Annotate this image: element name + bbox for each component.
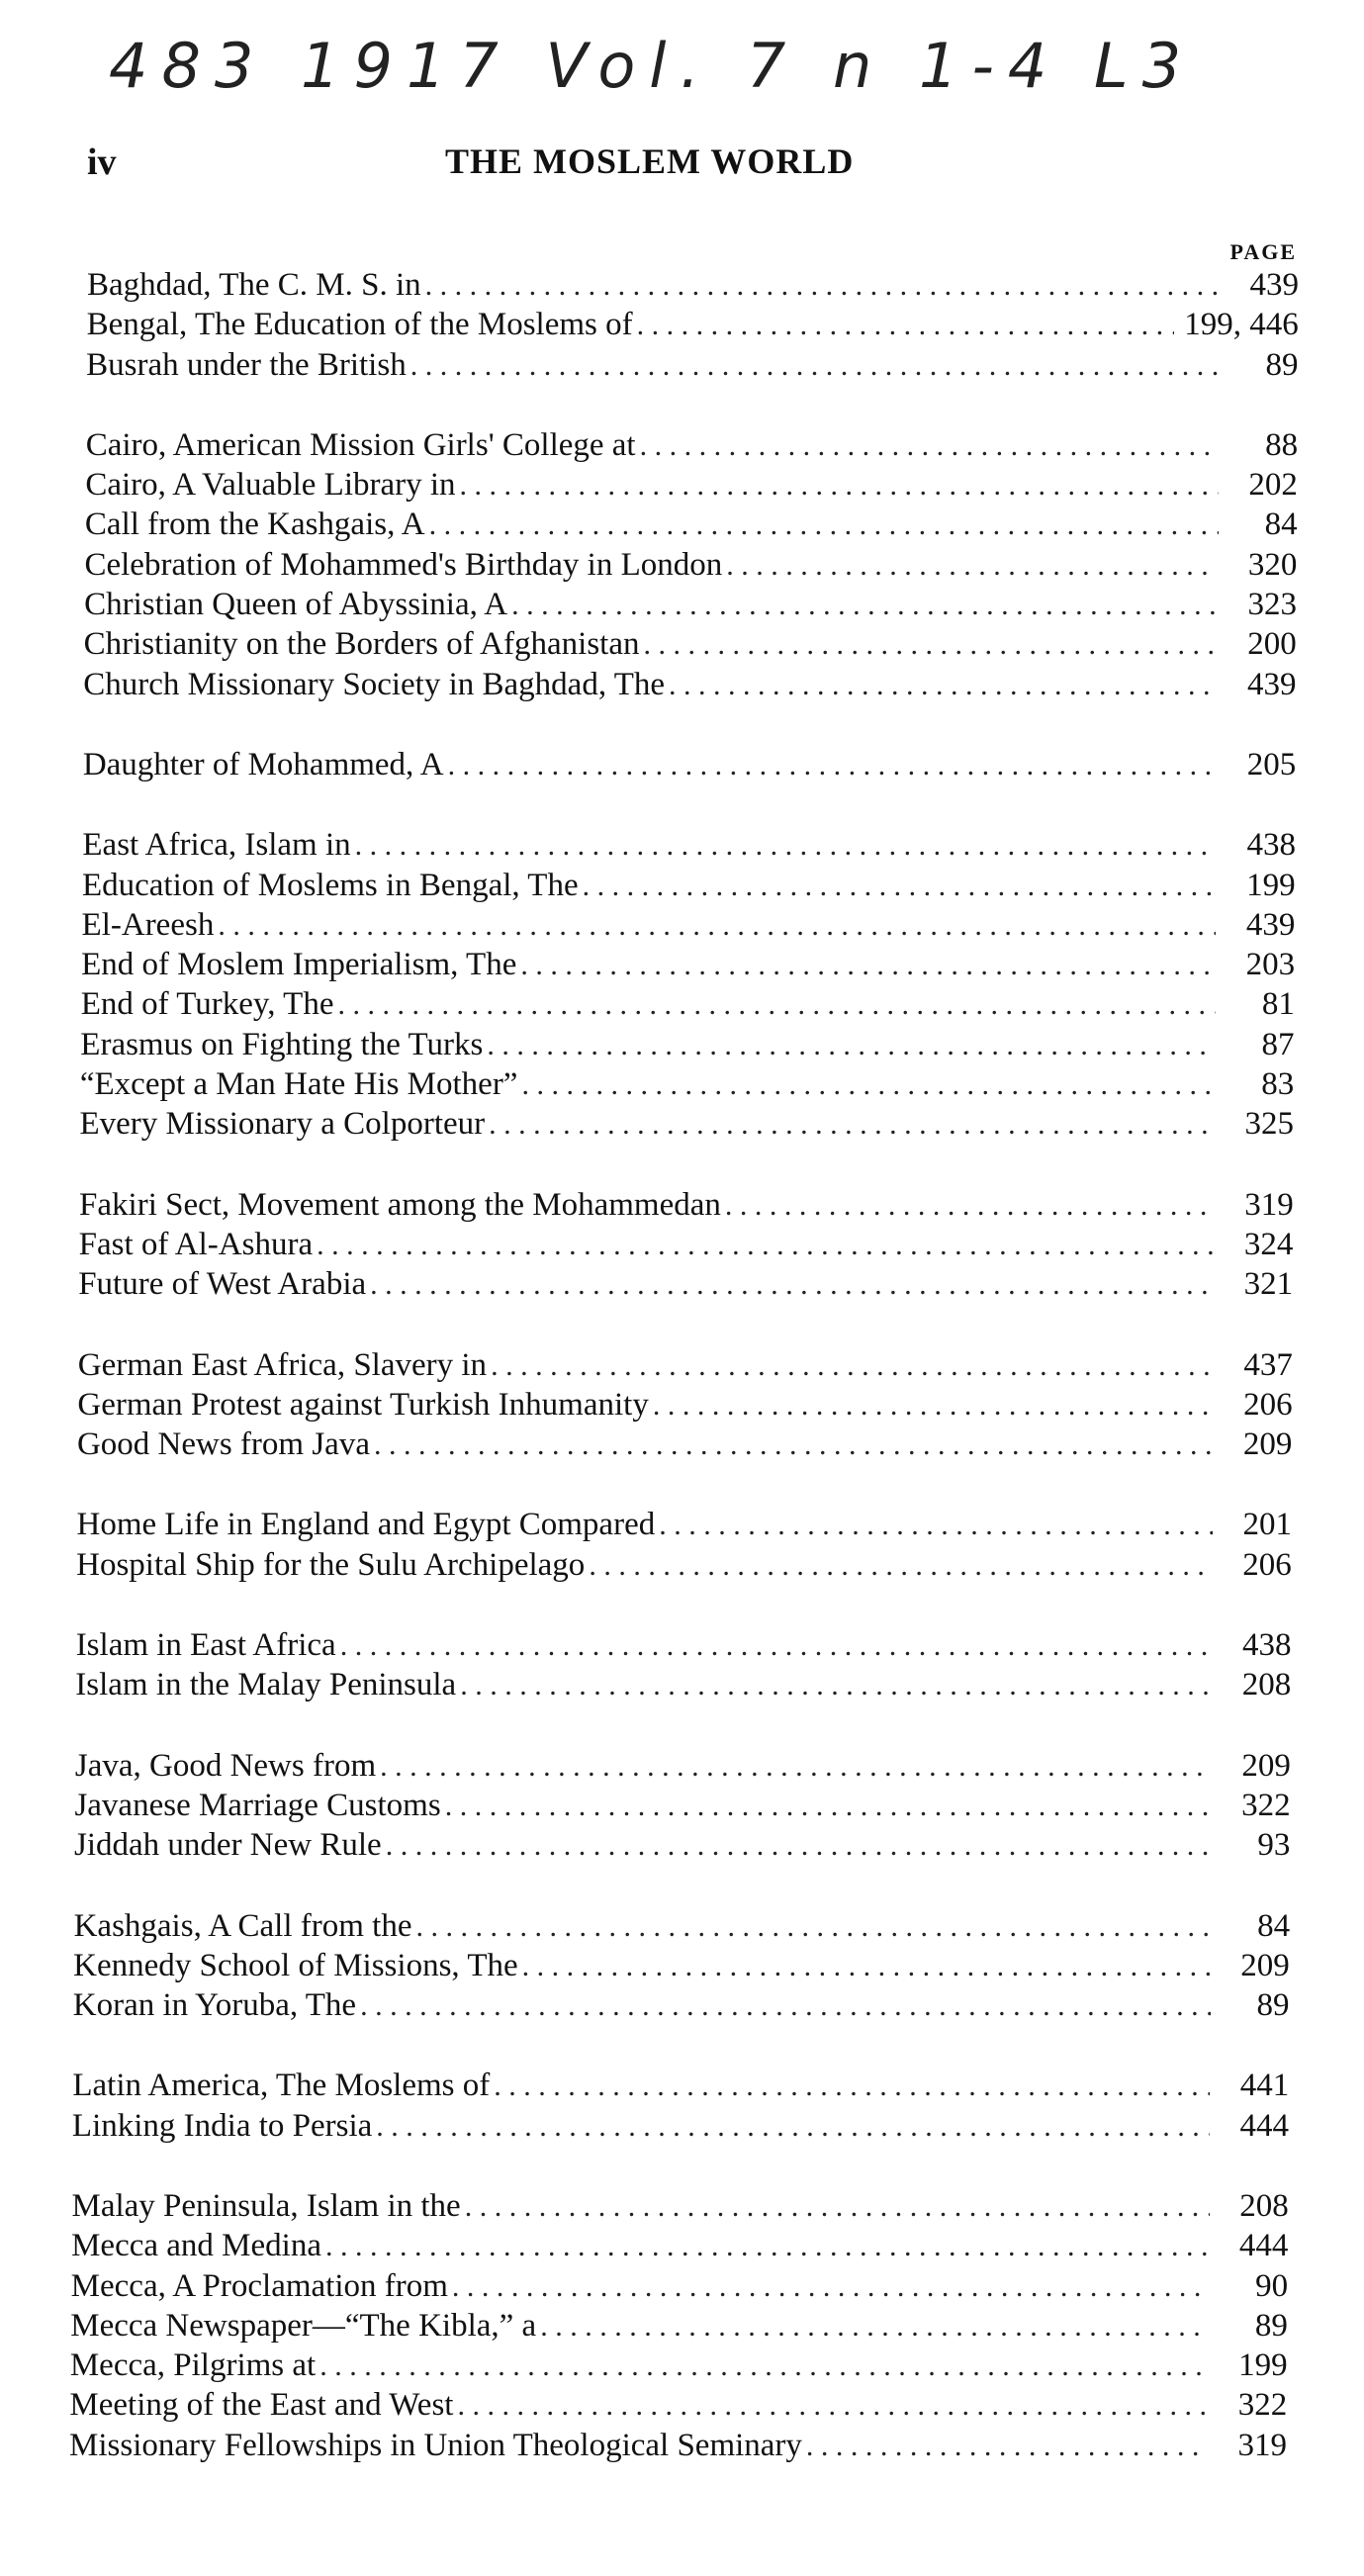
dot-leader [583, 867, 1217, 906]
index-entry [0, 665, 1364, 704]
index-entry [0, 1825, 1364, 1865]
index-entry [0, 425, 1364, 465]
index-entry [0, 1425, 1364, 1464]
dot-leader [374, 1426, 1213, 1465]
dot-leader [465, 2187, 1210, 2227]
dot-leader [380, 1747, 1212, 1787]
entry-page-number: 319 [1237, 2427, 1287, 2463]
index-entries [0, 265, 1364, 2506]
dot-leader [457, 2386, 1208, 2426]
entry-page-number: 199 [1246, 867, 1296, 903]
entry-title: Christian Queen of Abyssinia, A [84, 587, 508, 623]
dot-leader [218, 906, 1216, 946]
dot-leader [415, 1907, 1211, 1947]
index-entry [0, 1345, 1364, 1385]
entry-page-number: 199, 446 [1184, 307, 1299, 343]
entry-page-number: 89 [1254, 2307, 1288, 2344]
index-entry [0, 745, 1364, 784]
entry-title: Kashgais, A Call from the [73, 1907, 412, 1944]
entry-page-number: 209 [1241, 1747, 1291, 1784]
index-entry [0, 585, 1364, 624]
entry-title: Linking India to Persia [71, 2107, 373, 2144]
entry-page-number: 200 [1247, 626, 1297, 663]
entry-title: Busrah under the British [86, 346, 407, 383]
entry-title: “Except a Man Hate His Mother” [79, 1066, 518, 1103]
entry-title: Java, Good News from [74, 1747, 377, 1784]
entry-page-number: 441 [1239, 2068, 1290, 2104]
dot-leader [659, 1506, 1213, 1545]
entry-title: Cairo, A Valuable Library in [85, 467, 456, 504]
dot-leader [540, 2307, 1209, 2346]
entry-page-number: 208 [1239, 2187, 1289, 2224]
index-entry [0, 1025, 1364, 1064]
entry-page-number: 206 [1242, 1546, 1292, 1583]
entry-title: Christianity on the Borders of Afghanistan [83, 626, 640, 663]
entry-page-number: 209 [1240, 1947, 1290, 1983]
dot-leader [370, 1265, 1214, 1305]
dot-leader [520, 946, 1216, 985]
entry-page-number: 325 [1244, 1106, 1294, 1143]
entry-page-number: 444 [1239, 2107, 1289, 2144]
dot-leader [386, 1826, 1212, 1866]
dot-leader [725, 1186, 1215, 1226]
index-entry [0, 1545, 1364, 1585]
dot-leader [425, 266, 1220, 306]
dot-leader [669, 666, 1217, 705]
dot-leader [460, 466, 1219, 506]
entry-page-number: 84 [1257, 1907, 1291, 1944]
dot-leader [429, 506, 1219, 545]
entry-page-number: 81 [1261, 986, 1295, 1023]
index-letter-group [0, 265, 1364, 385]
index-entry [0, 1064, 1364, 1104]
entry-page-number: 199 [1238, 2347, 1288, 2384]
index-entry [0, 984, 1364, 1024]
index-entry [0, 1786, 1364, 1825]
entry-title: Good News from Java [76, 1426, 370, 1463]
index-entry [0, 265, 1364, 305]
entry-title: Mecca, Pilgrims at [69, 2347, 317, 2384]
entry-page-number: 323 [1247, 587, 1298, 623]
dot-leader [653, 1386, 1214, 1426]
dot-leader [643, 625, 1217, 665]
entry-page-number: 87 [1261, 1026, 1295, 1062]
entry-page-number: 439 [1249, 267, 1299, 303]
entry-title: Missionary Fellowships in Union Theological Seminary [69, 2427, 802, 2463]
dot-leader [325, 2227, 1209, 2266]
entry-page-number: 324 [1243, 1226, 1294, 1262]
dot-leader [460, 1666, 1212, 1705]
entry-page-number: 89 [1256, 1987, 1290, 2024]
dot-leader [726, 546, 1218, 586]
entry-page-number: 439 [1247, 666, 1297, 702]
index-letter-group [0, 2066, 1364, 2146]
index-entry [0, 905, 1364, 945]
entry-page-number: 89 [1265, 346, 1299, 383]
entry-page-number: 88 [1265, 426, 1299, 463]
entry-page-number: 322 [1237, 2387, 1288, 2424]
page-header [0, 140, 1364, 190]
entry-title: Mecca, A Proclamation from [70, 2267, 448, 2304]
entry-page-number: 206 [1243, 1386, 1293, 1423]
entry-title: Mecca and Medina [71, 2228, 321, 2264]
dot-leader [640, 426, 1220, 466]
entry-page-number: 201 [1242, 1507, 1293, 1543]
entry-title: German Protest against Turkish Inhumanity [77, 1386, 649, 1423]
entry-title: Call from the Kashgais, A [84, 506, 425, 543]
index-entry [0, 1264, 1364, 1304]
entry-title: Koran in Yoruba, The [72, 1987, 357, 2024]
entry-title: Baghdad, The C. M. S. in [87, 267, 421, 303]
entry-title: Hospital Ship for the Sulu Archipelago [76, 1546, 586, 1583]
entry-page-number: 438 [1241, 1627, 1292, 1664]
index-entry [0, 2426, 1364, 2465]
index-entry [0, 825, 1364, 865]
entry-title: Bengal, The Education of the Moslems of [86, 307, 633, 343]
dot-leader [337, 985, 1215, 1025]
dot-leader [317, 1226, 1214, 1265]
index-entry [0, 2385, 1364, 2425]
index-entry [0, 465, 1364, 505]
entry-page-number: 209 [1242, 1426, 1293, 1463]
index-entry [0, 945, 1364, 984]
index-entry [0, 1385, 1364, 1425]
handwritten-catalog-note: 483 1917 Vol. 7 n 1-4 L3 [109, 30, 1196, 102]
entry-title: German East Africa, Slavery in [77, 1346, 488, 1383]
entry-title: Latin America, The Moslems of [72, 2068, 491, 2104]
index-entry [0, 545, 1364, 585]
entry-title: Celebration of Mohammed's Birthday in London [84, 546, 723, 583]
index-entry [0, 1906, 1364, 1946]
dot-leader [448, 746, 1218, 785]
dot-leader [340, 1626, 1213, 1666]
dot-leader [637, 306, 1175, 345]
index-entry [0, 1104, 1364, 1144]
index-entry [0, 345, 1364, 385]
entry-title: Fast of Al-Ashura [78, 1226, 314, 1262]
index-entry [0, 2346, 1364, 2385]
index-entry [0, 2226, 1364, 2265]
entry-title: Future of West Arabia [78, 1266, 367, 1303]
entry-title: Education of Moslems in Bengal, The [81, 867, 579, 903]
index-letter-group [0, 1185, 1364, 1305]
index-entry [0, 1946, 1364, 1985]
entry-title: East Africa, Islam in [82, 827, 351, 864]
index-entry [0, 1665, 1364, 1704]
dot-leader [410, 346, 1220, 386]
entry-page-number: 208 [1241, 1667, 1292, 1703]
index-entry [0, 2066, 1364, 2105]
entry-page-number: 90 [1255, 2267, 1289, 2304]
dot-leader [806, 2427, 1208, 2466]
index-entry [0, 305, 1364, 344]
running-title: THE MOSLEM WORLD [445, 141, 855, 181]
dot-leader [521, 1065, 1215, 1105]
index-entry [0, 1225, 1364, 1264]
dot-leader [319, 2346, 1208, 2386]
index-entry [0, 866, 1364, 905]
index-entry [0, 1746, 1364, 1786]
index-letter-group [0, 1345, 1364, 1465]
entry-page-number: 438 [1246, 827, 1296, 864]
entry-title: Mecca Newspaper—“The Kibla,” a [70, 2307, 537, 2344]
entry-page-number: 93 [1257, 1827, 1291, 1864]
index-entry [0, 2106, 1364, 2146]
dot-leader [355, 826, 1217, 866]
entry-title: Islam in the Malay Peninsula [75, 1667, 457, 1703]
dot-leader [376, 2107, 1210, 2147]
entry-page-number: 444 [1238, 2228, 1289, 2264]
entry-title: Cairo, American Mission Girls' College at [85, 426, 636, 463]
entry-page-number: 83 [1261, 1066, 1295, 1103]
entry-page-number: 319 [1244, 1186, 1294, 1223]
entry-page-number: 439 [1245, 906, 1296, 943]
dot-leader [487, 1026, 1215, 1065]
page-folio: iv [87, 141, 117, 183]
index-letter-group [0, 745, 1364, 784]
dot-leader [452, 2267, 1209, 2307]
entry-title: End of Turkey, The [80, 986, 334, 1023]
entry-title: Erasmus on Fighting the Turks [80, 1026, 484, 1062]
index-entry [0, 1625, 1364, 1665]
entry-page-number: 320 [1247, 546, 1298, 583]
entry-title: Kennedy School of Missions, The [73, 1947, 518, 1983]
index-entry [0, 2266, 1364, 2306]
page-column-label: PAGE [1229, 239, 1297, 264]
entry-title: Church Missionary Society in Baghdad, The [83, 666, 666, 702]
entry-page-number: 84 [1264, 506, 1298, 543]
entry-page-number: 205 [1246, 746, 1297, 782]
dot-leader [522, 1947, 1211, 1986]
entry-page-number: 321 [1243, 1266, 1294, 1303]
entry-page-number: 203 [1245, 947, 1296, 983]
entry-title: Malay Peninsula, Islam in the [71, 2187, 461, 2224]
dot-leader [445, 1787, 1212, 1826]
entry-title: Islam in East Africa [75, 1627, 336, 1664]
dot-leader [491, 1346, 1214, 1386]
dot-leader [360, 1986, 1210, 2026]
dot-leader [511, 586, 1218, 625]
index-letter-group [0, 1625, 1364, 1705]
index-entry [0, 505, 1364, 544]
entry-title: Meeting of the East and West [69, 2387, 454, 2424]
dot-leader [589, 1546, 1212, 1586]
entry-title: Jiddah under New Rule [74, 1827, 382, 1864]
entry-page-number: 202 [1248, 467, 1298, 504]
index-entry [0, 1185, 1364, 1225]
index-letter-group [0, 1746, 1364, 1866]
entry-page-number: 437 [1243, 1346, 1293, 1383]
index-entry [0, 1985, 1364, 2025]
entry-title: Fakiri Sect, Movement among the Mohammedan [79, 1186, 721, 1223]
index-entry [0, 2306, 1364, 2346]
entry-title: Every Missionary a Colporteur [79, 1106, 486, 1143]
entry-title: Javanese Marriage Customs [74, 1787, 441, 1823]
index-letter-group [0, 2186, 1364, 2465]
index-letter-group [0, 425, 1364, 704]
index-entry [0, 2186, 1364, 2226]
index-entry [0, 1505, 1364, 1544]
dot-leader [494, 2067, 1210, 2106]
entry-title: Home Life in England and Egypt Compared [76, 1507, 656, 1543]
dot-leader [489, 1105, 1215, 1145]
entry-page-number: 322 [1241, 1787, 1291, 1823]
entry-title: El-Areesh [81, 906, 215, 943]
entry-title: Daughter of Mohammed, A [82, 746, 444, 782]
index-letter-group [0, 1505, 1364, 1585]
index-entry [0, 624, 1364, 664]
index-letter-group [0, 825, 1364, 1144]
entry-title: End of Moslem Imperialism, The [81, 947, 517, 983]
index-letter-group [0, 1906, 1364, 2026]
